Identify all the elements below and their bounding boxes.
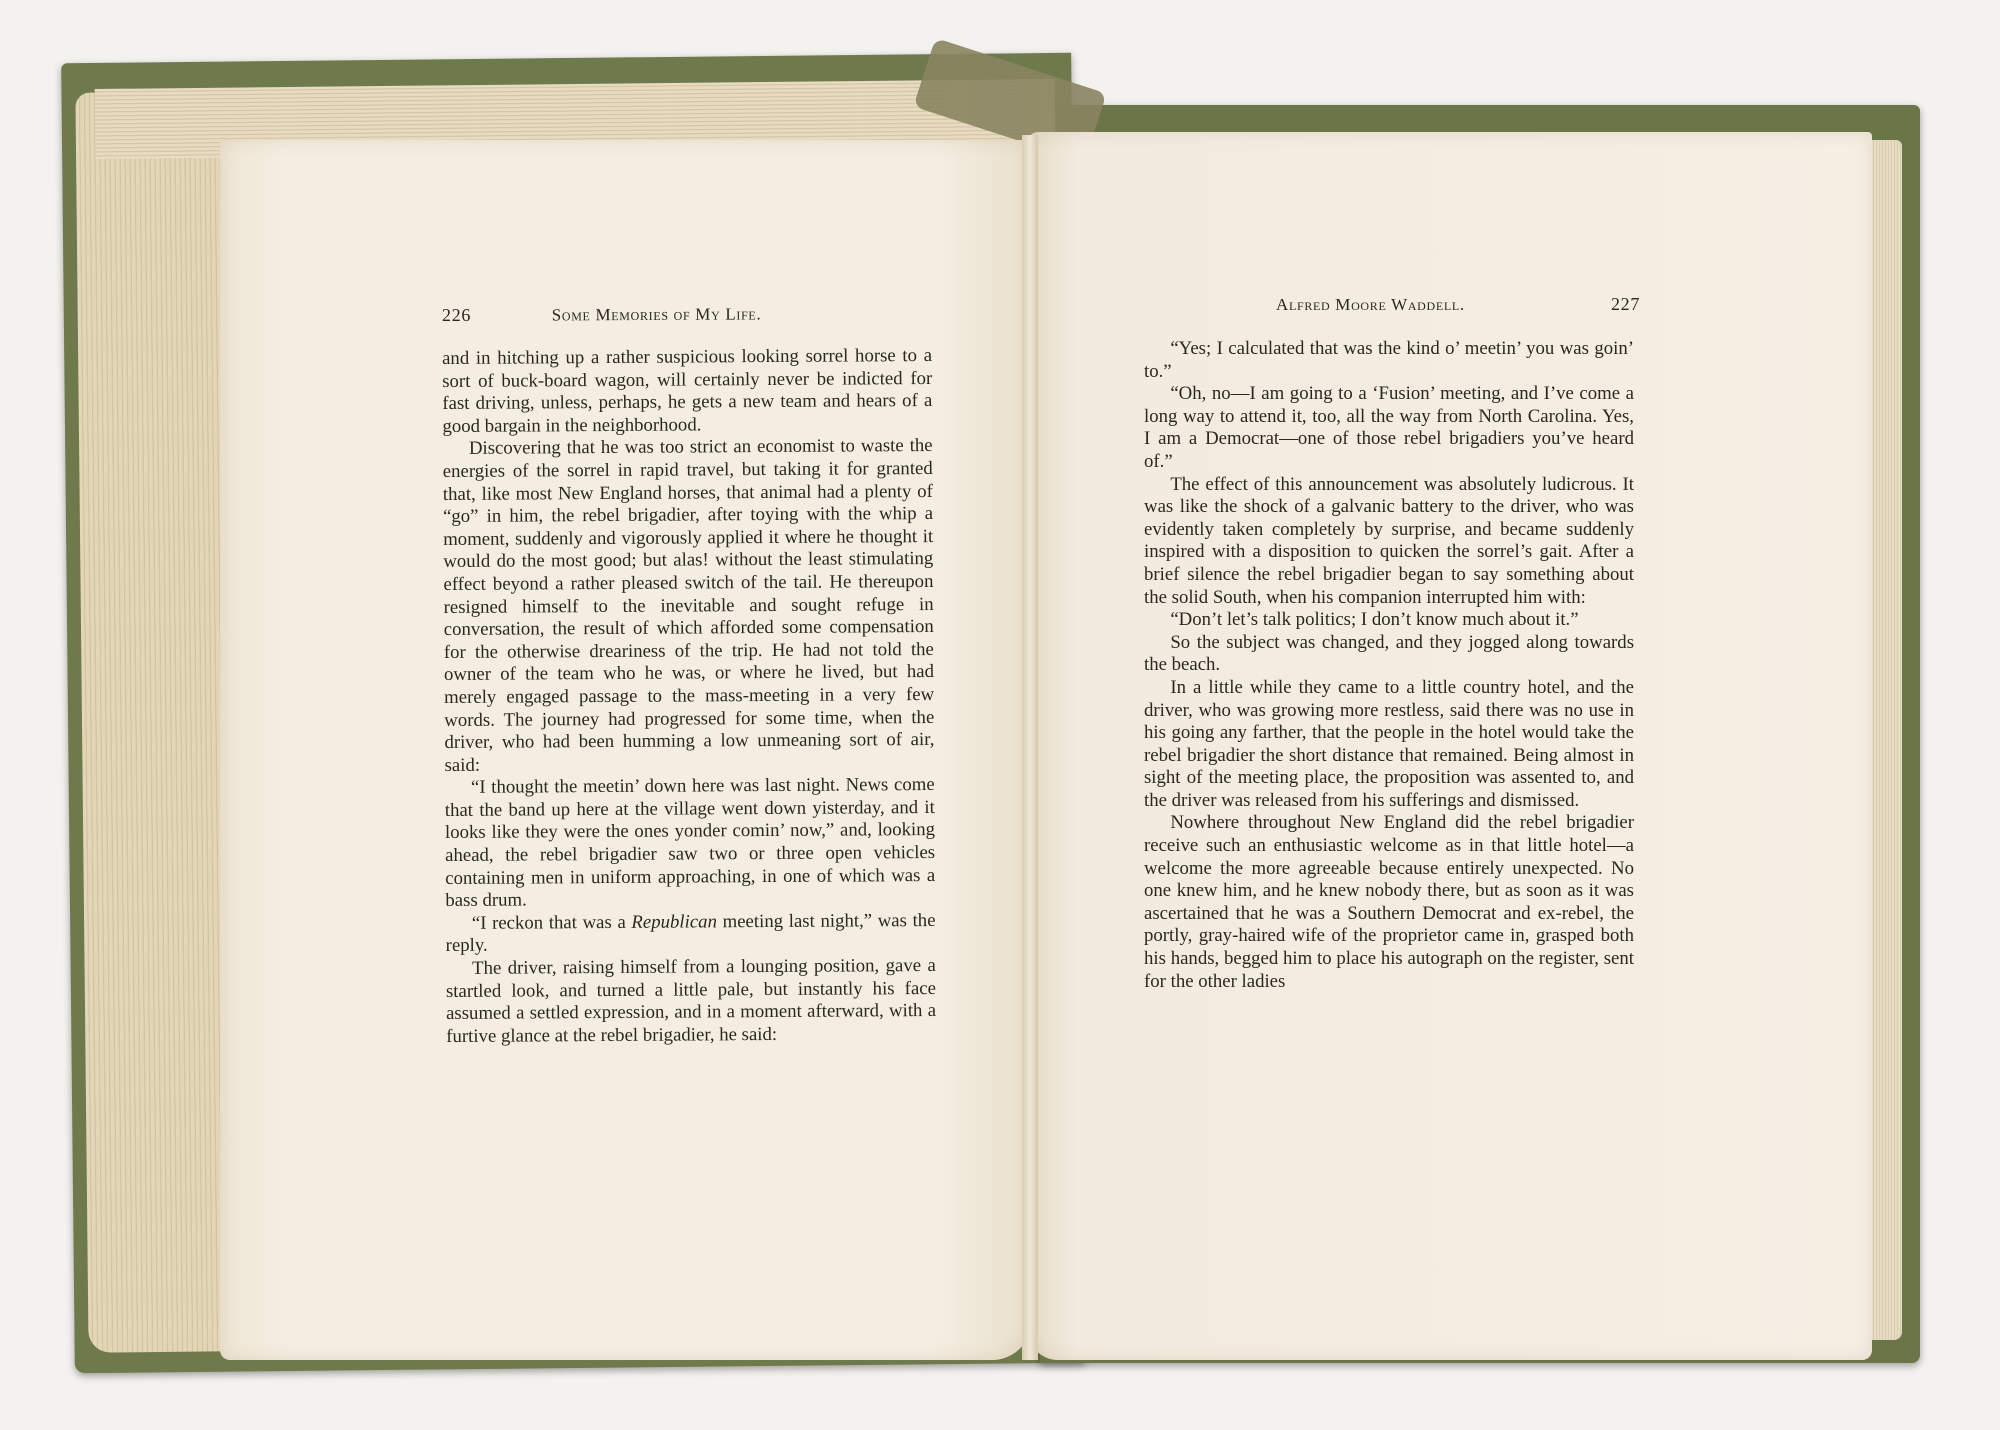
paragraph-text: meeting last night,” was the reply. (445, 909, 936, 957)
paragraph: The driver, raising himself from a lounging position, gave a startled look, and turned a little pale, but instantly his face assumed a settled expression, and in a moment afterward, with a furtive glance at the rebel brigadier, he said: (445, 955, 937, 1047)
right-page-text (1144, 338, 1634, 993)
left-running-head (442, 303, 842, 326)
paragraph: The effect of this announcement was absolutely ludicrous. It was like the shock of a galvanic battery to the driver, who was evidently taken completely by surprise, and became suddenly inspired with a disposition to quicken the sorrel’s gait. After a brief silence the rebel brigadier began to say something about the solid South, when his companion interrupted him with: (1144, 473, 1634, 608)
left-running-title: Some Memories of My Life. (551, 304, 762, 325)
paragraph: Discovering that he was too strict an economist to waste the energies of the sorrel in rapid travel, but taking it for granted that, like most New England horses, that animal had a plenty of “go” in him, the rebel brigadier, after toying with the whip a moment, suddenly and vigorously applied it where he thought it would do the most good; but alas! without the least stimulating effect beyond a rather pleased switch of the tail. He thereupon resigned himself to the inevitable and sought refuge in conversation, the result of which afforded some compensation for the otherwise dreariness of the trip. He had not told the owner of the team who he was, or where he lived, but had merely engaged passage to the mass-meeting in a very few words. The journey had progressed for some time, when the driver, who had been humming a low unmeaning sort of air, said: (442, 435, 935, 776)
right-page-number: 227 (1610, 294, 1640, 314)
page-edges-left (75, 91, 238, 1353)
right-running-head (1276, 294, 1640, 315)
paragraph: and in hitching up a rather suspicious looking sorrel horse to a sort of buck-board wagon, will certainly never be indicted for fast driving, unless, perhaps, he gets a new team and hears of a good bargain in the neighborhood. (442, 345, 933, 437)
paragraph: “I thought the meetin’ down here was last night. News come that the band up here at the village went down yisterday, and it looks like they were the ones yonder comin’ now,” and, looking ahead, the rebel brigadier saw two or three open vehicles containing men in uniform approaching, in one of which was a bass drum. (444, 774, 936, 912)
paragraph-text: “I reckon that was a (471, 911, 632, 934)
left-page-number: 226 (441, 304, 472, 326)
right-running-title: Alfred Moore Waddell. (1276, 295, 1465, 314)
paragraph: So the subject was changed, and they jogged along towards the beach. (1144, 631, 1634, 676)
left-page-text (442, 345, 936, 1048)
paragraph (445, 910, 935, 958)
paragraph: “Yes; I calculated that was the kind o’ meetin’ you was goin’ to.” (1144, 338, 1634, 382)
book-gutter (1022, 135, 1038, 1360)
paragraph: In a little while they came to a little country hotel, and the driver, who was growing more restless, said there was no use in his going any farther, that the people in the hotel would take the rebel brigadier the short distance that remained. Being almost in sight of the meeting place, the proposition was assented to, and the driver was released from his sufferings and dismissed. (1144, 676, 1634, 811)
paragraph: “Don’t let’s talk politics; I don’t know much about it.” (1170, 609, 1579, 631)
italic-word: Republican (631, 911, 718, 933)
paragraph: Nowhere throughout New England did the rebel brigadier receive such an enthusiastic welcome as in that little hotel—a welcome the more agreeable because entirely unexpected. No one knew him, and he knew nobody there, but as soon as it was ascertained that he was a Southern Democrat and ex-rebel, the portly, gray-haired wife of the proprietor came in, grasped both his hands, begged him to place his autograph on the register, sent for the other ladies (1144, 812, 1634, 992)
paragraph: “Oh, no—I am going to a ‘Fusion’ meeting, and I’ve come a long way to attend it, too, all the way from North Carolina. Yes, I am a Democrat—one of those rebel brigadiers you’ve heard of.” (1144, 383, 1634, 472)
